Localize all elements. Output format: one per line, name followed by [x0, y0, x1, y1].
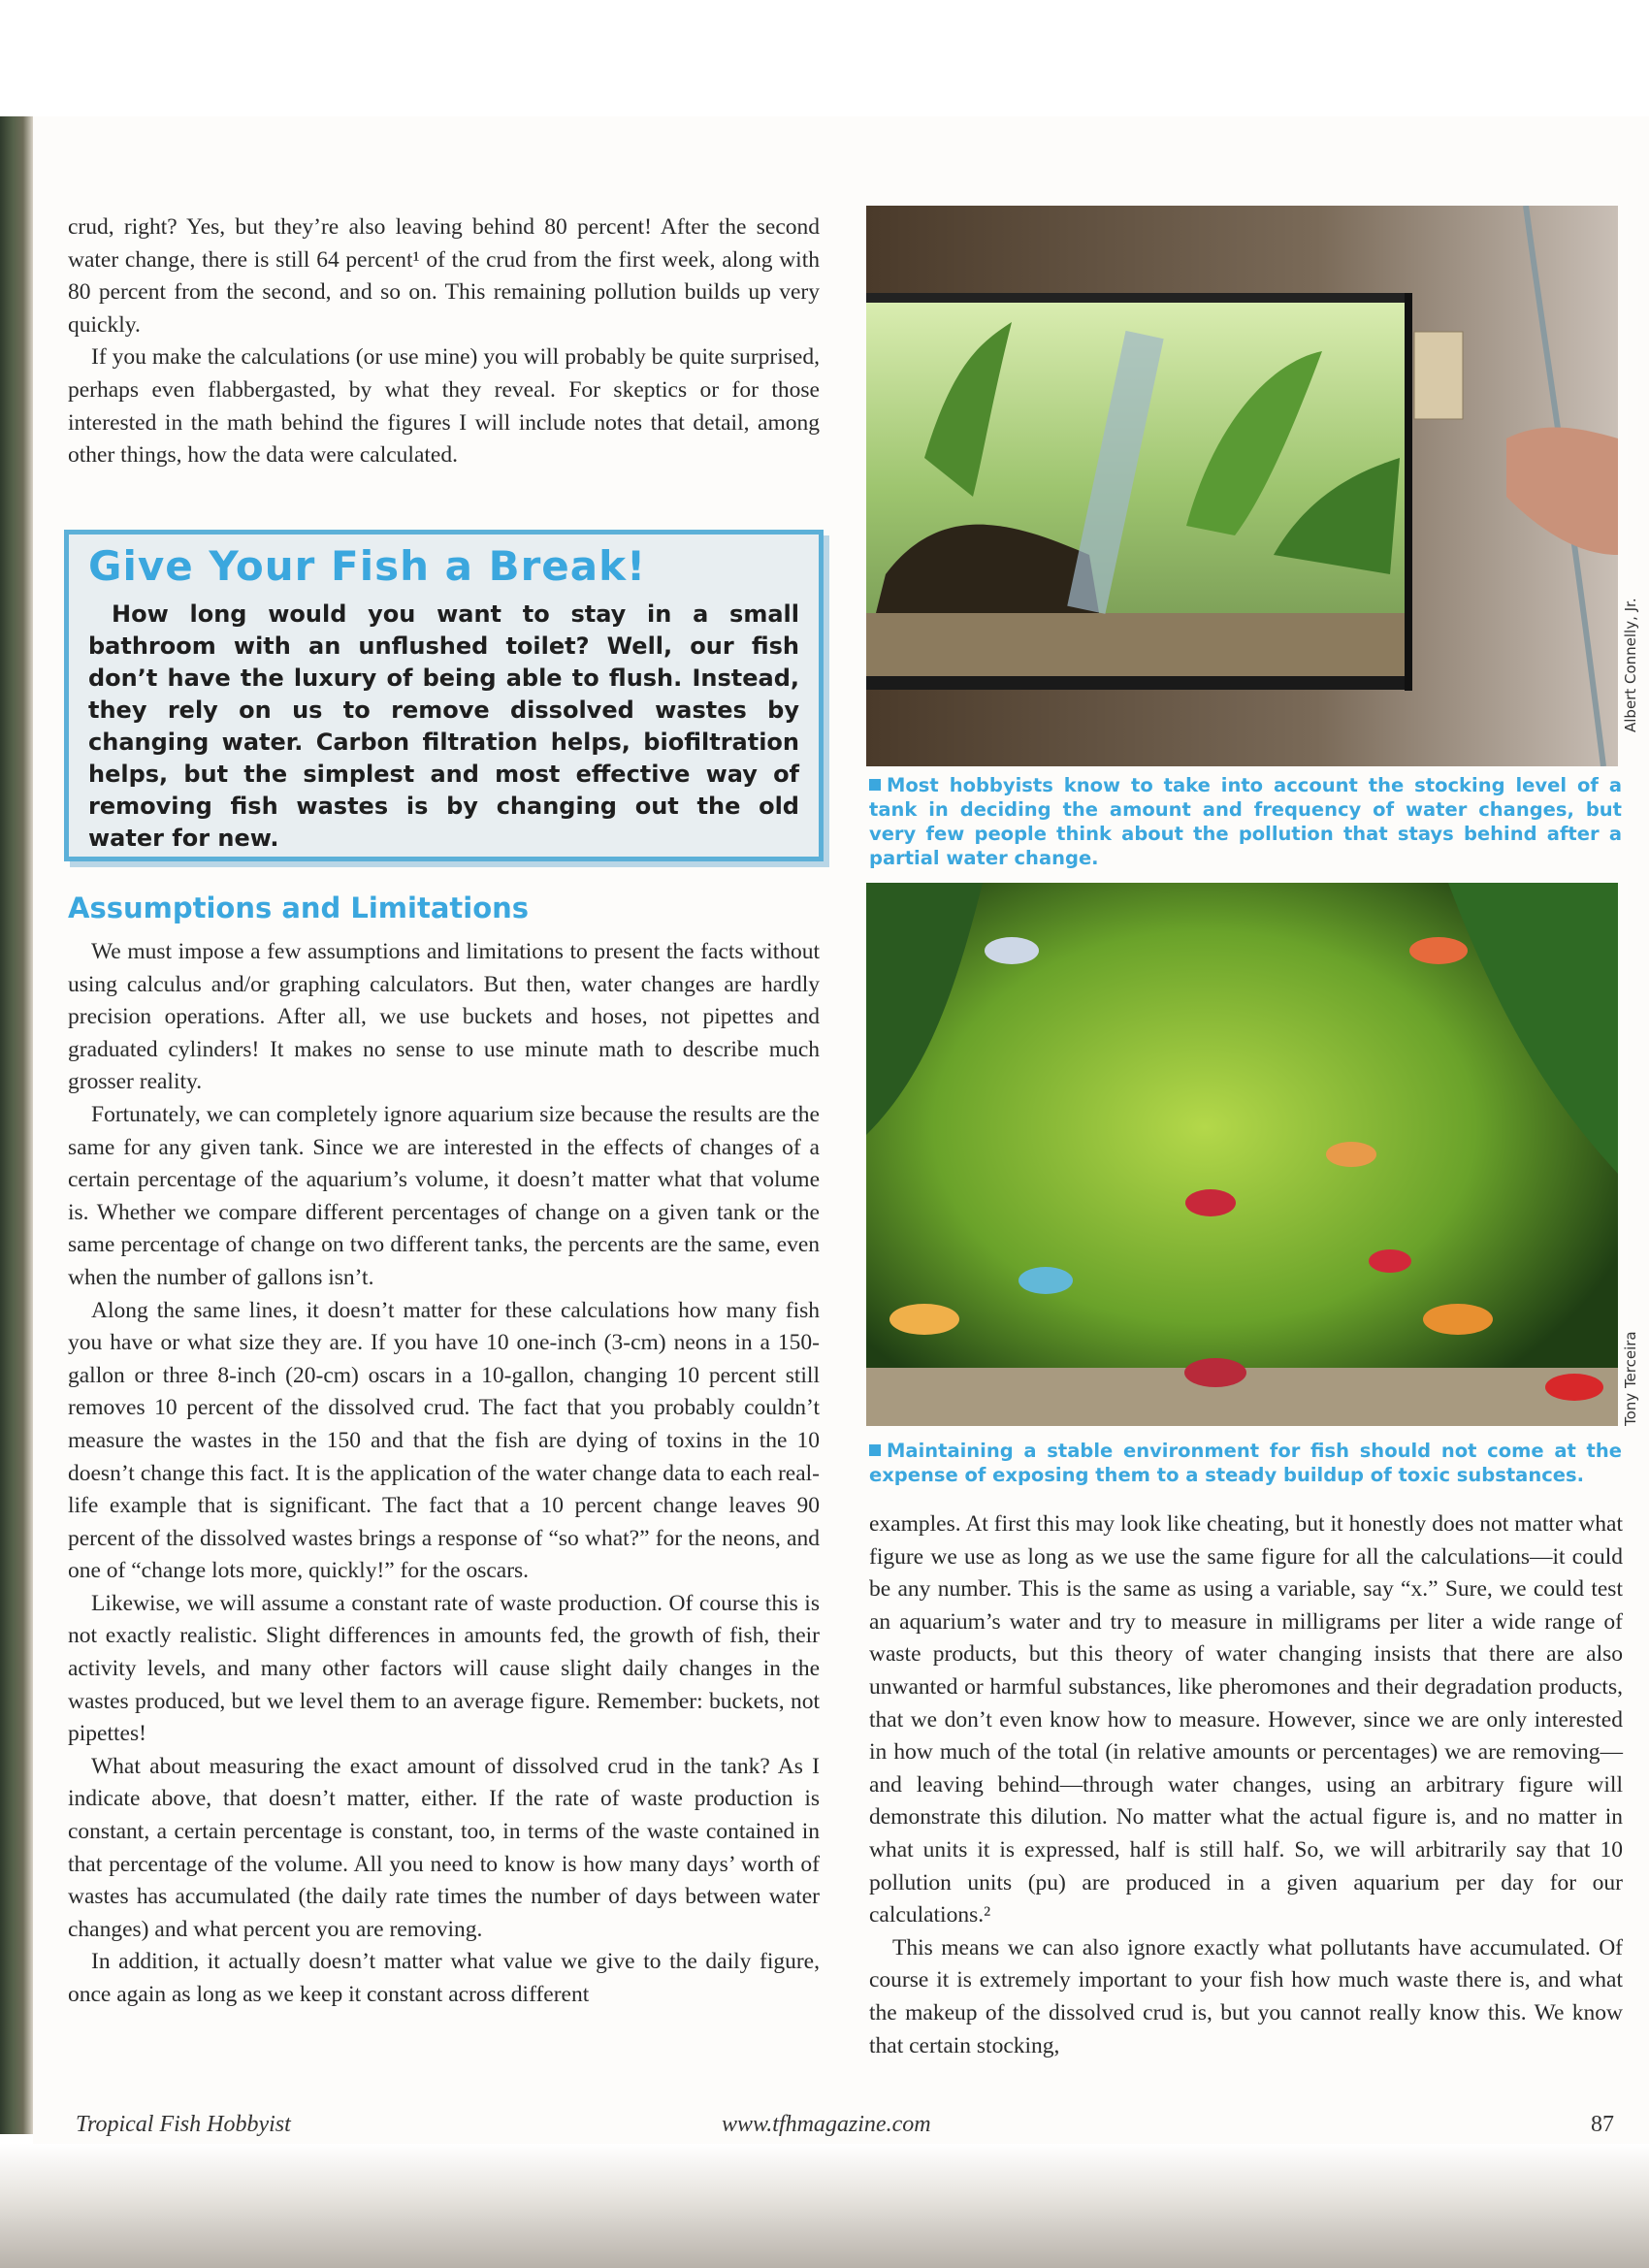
sidebar-body: How long would you want to stay in a small bathroom with an unflushed toilet? Well, our fish don’t have the luxury of being able to flush. Instead, they rely on us to remove dissolved wastes by changing water. Carbon filtration helps, biofiltration helps, but the simplest and most effective way of removing fish wastes is by changing out the old water for new.	[88, 600, 799, 852]
paragraph: What about measuring the exact amount of dissolved crud in the tank? As I indicate above, that doesn’t matter, either. If the rate of waste production is constant, a certain percentage is constant, too, in terms of the waste contained in that percentage of the volume. All you need to know is how many days’ worth of wastes has accumulated (the daily rate times the number of days between water changes) and what percent you are removing.	[68, 1753, 820, 1942]
caption-bullet-icon	[869, 779, 881, 791]
paragraph: Along the same lines, it doesn’t matter for these calculations how many fish you have or what size they are. If you have 10 one-inch (3-cm) neons in a 150-gallon or three 8-inch (20-cm) oscars in a 10-gallon, changing 10 percent still removes 10 percent of the dissolved crud. The fact that you probably couldn’t measure the wastes in the 150 and that the fish are dying of toxins in the 10 doesn’t change this fact. It is the application of the water change data to each real-life example that is significant. The fact that a 10 percent change leaves 90 percent of the dissolved wastes brings a response of “so what?” for the neons, and one of “change lots more, quickly!” for the oscars.	[68, 1297, 820, 1584]
paragraph: If you make the calculations (or use mine) you will probably be quite surprised, perhaps even flabbergasted, by what they reveal. For skeptics or for those interested in the math behind the figures I will include notes that detail, among other things, how the data were calculated.	[68, 344, 820, 469]
photo-caption: Maintaining a stable environment for fish should not come at the expense of exposing them to a steady buildup of toxic substances.	[869, 1440, 1622, 1486]
paragraph: Likewise, we will assume a constant rate of waste production. Of course this is not exactly realistic. Slight differences in amounts fed, the growth of fish, their activity levels, and many other factors will cause slight daily changes in the wastes produced, but we level them to an average figure. Remember: buckets, not pipettes!	[68, 1590, 820, 1747]
page-bottom-shadow	[0, 2144, 1649, 2268]
section-heading: Assumptions and Limitations	[68, 891, 530, 924]
photo-caption: Most hobbyists know to take into account the stocking level of a tank in deciding the amount and frequency of water changes, but very few people think about the pollution that stays behind after a partial water change.	[869, 774, 1622, 869]
sidebar-box	[64, 530, 824, 861]
aquarium-water-change-photo	[866, 206, 1618, 766]
sidebar-title: Give Your Fish a Break!	[88, 542, 647, 590]
right-column-body-text	[869, 1508, 1623, 2062]
paragraph: We must impose a few assumptions and limitations to present the facts without using calculus and/or graphing calculators. But then, water changes are hardly precision operations. After all, we use buckets and hoses, not pipettes and graduated cylinders! It makes no sense to use minute math to describe much grosser reality.	[68, 939, 820, 1095]
photo-credit: Albert Connelly, Jr.	[1622, 598, 1639, 732]
photo-credit: Tony Terceira	[1622, 1331, 1639, 1426]
left-column-body-text	[68, 936, 820, 2012]
footer-publication: Tropical Fish Hobbyist	[76, 2112, 291, 2137]
page-number: 87	[1591, 2112, 1614, 2137]
paragraph: In addition, it actually doesn’t matter what value we give to the daily figure, once again as long as we keep it constant across different	[68, 1949, 820, 2007]
paragraph: crud, right? Yes, but they’re also leaving behind 80 percent! After the second water change, there is still 64 percent¹ of the crud from the first week, along with 80 percent from the second, and so on. This remaining pollution builds up very quickly.	[68, 214, 820, 338]
paragraph: Fortunately, we can completely ignore aquarium size because the results are the same for any given tank. Since we are interested in the effects of changes of a certain percentage of the aquarium’s volume, it doesn’t matter what that volume is. Whether we compare different percentages of change on a given tank or the same percentage of change on two different tanks, the percents are the same, even when the number of gallons isn’t.	[68, 1101, 820, 1290]
paragraph: examples. At first this may look like cheating, but it honestly does not matter what figure we use as long as we use the same figure for all the calculations—it could be any number. This is the same as using a variable, say “x.” Sure, we could test an aquarium’s water and try to measure in milligrams per liter a wide range of waste products, but this theory of water changing insists that there are also unwanted or harmful substances, like pheromones and their degradation products, that we don’t even know how to measure. However, since we are only interested in how much of the total (in relative amounts or percentages) we are removing—and leaving behind—through water changes, using an arbitrary figure will demonstrate this dilution. No matter what the actual figure is, and no matter in what units it is expressed, half is still half. So, we will arbitrarily say that 10 pollution units (pu) are produced in a given aquarium per day for our calculations.²	[869, 1511, 1623, 1928]
paragraph: This means we can also ignore exactly what pollutants have accumulated. Of course it is extremely important to your fish how much waste there is, and what the makeup of the dissolved crud is, but you cannot really know this. We know that certain stocking,	[869, 1934, 1623, 2058]
caption-bullet-icon	[869, 1444, 881, 1456]
planted-aquarium-photo	[866, 883, 1618, 1426]
footer-website: www.tfhmagazine.com	[722, 2112, 931, 2137]
left-column-top-text	[68, 211, 820, 472]
page-left-edge-shadow	[0, 116, 33, 2134]
